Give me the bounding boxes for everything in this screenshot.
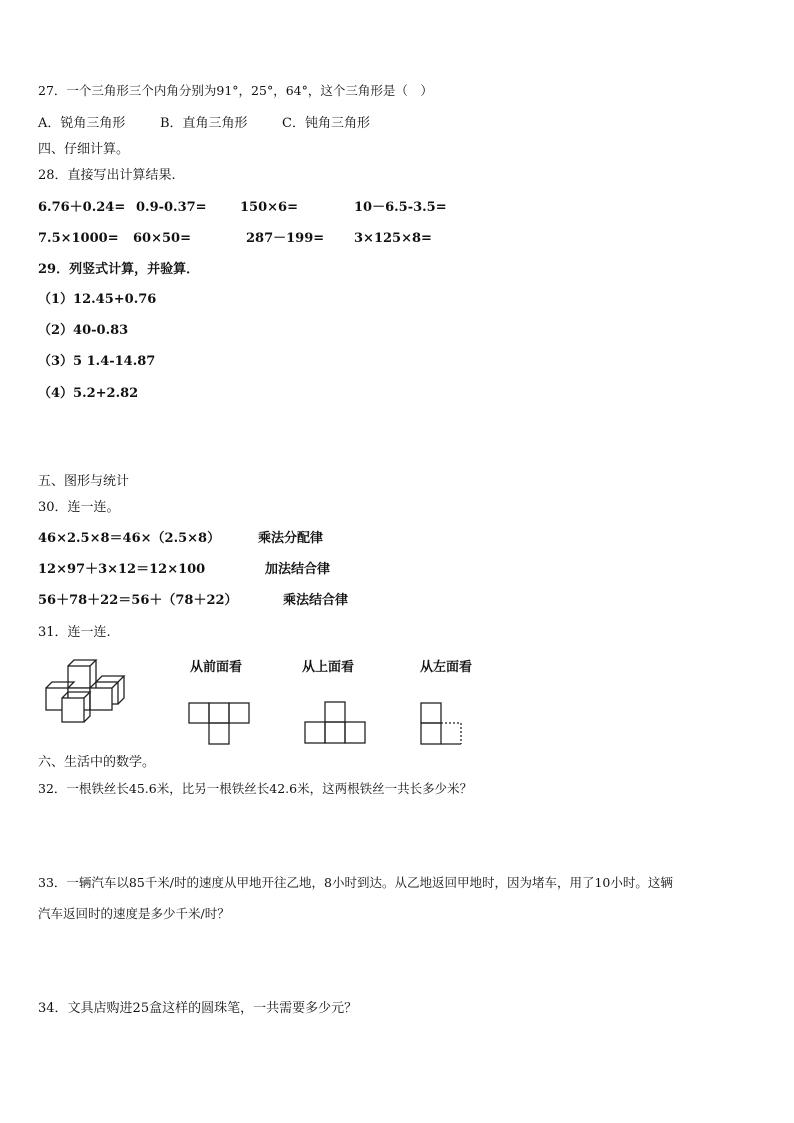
q31-view-front-label: 从前面看 — [190, 660, 243, 675]
q31-stem: 31．连一连. — [38, 625, 111, 640]
q30-right-3: 乘法结合律 — [283, 593, 349, 608]
q33-line-2: 汽车返回时的速度是多少千米/时？ — [38, 906, 230, 921]
q30-right-1: 乘法分配律 — [258, 531, 324, 546]
q28-r2-c4: 3×125×8= — [354, 231, 432, 246]
q29-item-3: （3）5 1.4-14.87 — [38, 354, 156, 369]
cube-stack-figure — [40, 656, 130, 728]
q28-r2-c1: 7.5×1000= — [38, 231, 119, 246]
q28-r2-c2: 60×50= — [133, 231, 191, 246]
q30-left-2: 12×97＋3×12＝12×100 — [38, 562, 206, 577]
q30-left-1: 46×2.5×8＝46×（2.5×8） — [38, 531, 221, 546]
q29-item-2: （2）40-0.83 — [38, 323, 129, 338]
q32-stem: 32．一根铁丝长45.6米，比另一根铁丝长42.6米，这两根铁丝一共长多少米？ — [38, 781, 473, 796]
q28-r1-c4: 10－6.5-3.5= — [354, 200, 447, 215]
section-6-title: 六、生活中的数学。 — [38, 755, 156, 770]
q29-item-4: （4）5.2+2.82 — [38, 386, 139, 401]
front-view-figure — [188, 702, 252, 746]
q31-view-top-label: 从上面看 — [302, 660, 355, 675]
q27-stem: 27．一个三角形三个内角分别为91°，25°，64°，这个三角形是（ ） — [38, 83, 433, 98]
left-view-figure — [420, 702, 468, 746]
q28-r1-c2: 0.9-0.37= — [136, 200, 207, 215]
q34-stem: 34．文具店购进25盒这样的圆珠笔，一共需要多少元？ — [38, 1001, 358, 1016]
q29-stem: 29．列竖式计算，并验算． — [38, 262, 200, 277]
q28-r2-c3: 287－199= — [246, 231, 325, 246]
q30-stem: 30．连一连。 — [38, 500, 120, 515]
q28-r1-c3: 150×6= — [240, 200, 298, 215]
q28-stem: 28．直接写出计算结果. — [38, 168, 176, 183]
q31-view-left-label: 从左面看 — [420, 660, 473, 675]
q27-option-c: C．钝角三角形 — [282, 116, 370, 131]
section-4-title: 四、仔细计算。 — [38, 142, 130, 157]
q27-option-a: A．锐角三角形 — [38, 116, 126, 131]
q30-left-3: 56＋78＋22＝56＋（78＋22） — [38, 593, 238, 608]
q33-line-1: 33．一辆汽车以85千米/时的速度从甲地开往乙地，8小时到达。从乙地返回甲地时，因为堵车，用了10小时。这辆 — [38, 875, 673, 890]
q28-r1-c1: 6.76＋0.24= — [38, 200, 126, 215]
top-view-figure — [304, 701, 368, 745]
q29-item-1: （1）12.45+0.76 — [38, 292, 157, 307]
q30-right-2: 加法结合律 — [265, 562, 331, 577]
q27-option-b: B．直角三角形 — [160, 116, 248, 131]
section-5-title: 五、图形与统计 — [38, 474, 130, 489]
